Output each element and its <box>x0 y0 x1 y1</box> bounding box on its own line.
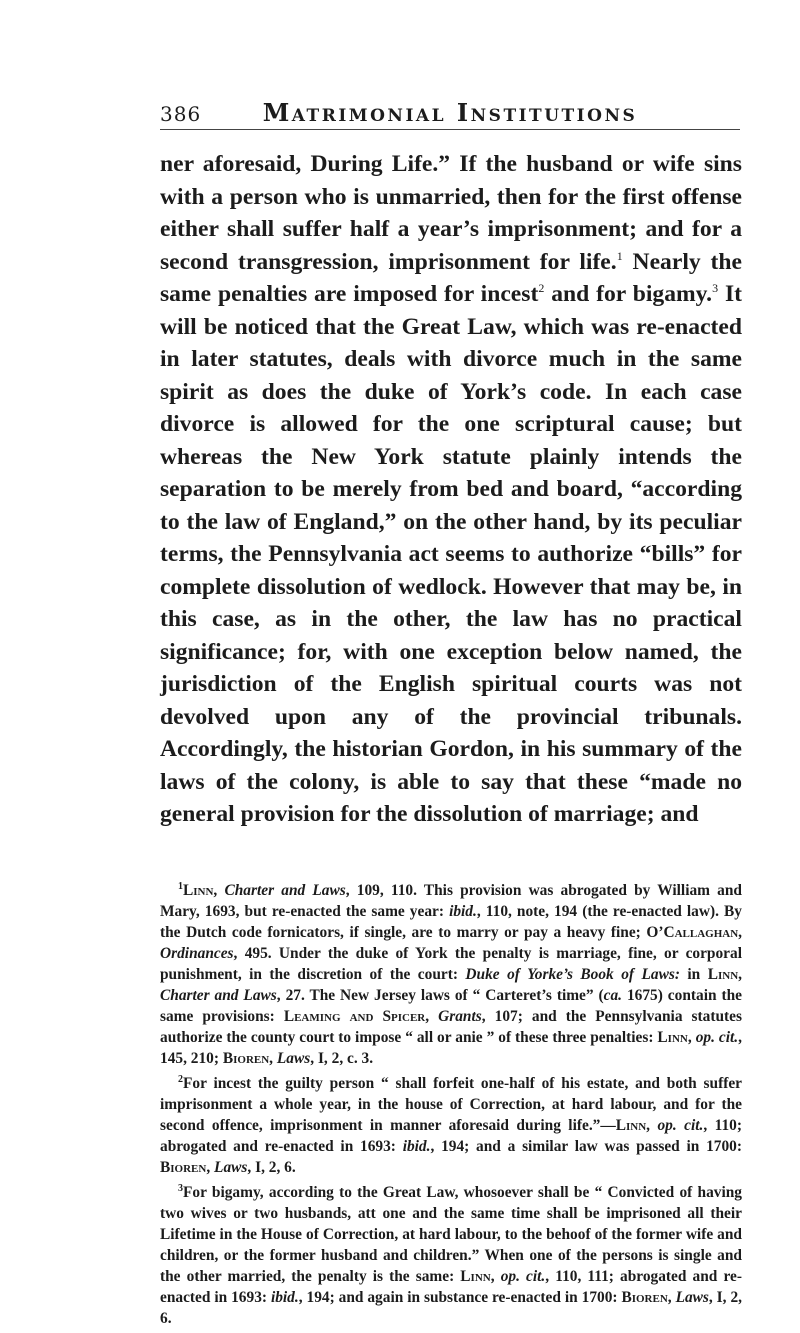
footnote-number: 1 <box>178 880 183 892</box>
title-italic: Laws <box>276 1050 311 1067</box>
footnote-ref-1: 1 <box>616 248 623 263</box>
body-text-segment: ner aforesaid, During Life.” If the husband or wife sins with a person who is unmarried, then for the first offense either shall suffer half a year’s imprisonment; and for a second transgression, imprisonment for life. <box>160 151 742 275</box>
author-name: Bioren, <box>222 1050 274 1067</box>
footnote-text: , 145, 210; <box>160 1029 742 1067</box>
footnote-text: , 27. The New Jersey laws of “ Carteret’s time” ( <box>276 987 604 1004</box>
footnote-text: For bigamy, according to the Great Law, whosoever shall be “ Convicted of having two wives or two husbands, att one and the same time shall be imprisoned all their Lifetime in the House of Correction, at hard labour, to the behoof of the former wife and children, or the former husband and children.” When one of the persons is single and the other married, the penalty is the same: <box>160 1184 742 1285</box>
title-italic: op. cit. <box>500 1268 546 1285</box>
body-paragraph <box>160 148 742 831</box>
footnote-number: 3 <box>178 1182 183 1194</box>
footnote-2 <box>160 1073 742 1178</box>
page-number: 386 <box>160 102 202 126</box>
footnote-text: , 194; and again in substance re-enacted in 1700: <box>298 1289 622 1306</box>
footnote-1 <box>160 880 742 1069</box>
title-italic: Charter and Laws <box>224 882 346 899</box>
title-italic: Laws <box>214 1159 248 1176</box>
footnote-text: , I, 2, 6. <box>160 1289 742 1327</box>
footnote-3 <box>160 1182 742 1329</box>
title-italic: op. cit. <box>695 1029 739 1046</box>
running-head: Matrimonial Institutions <box>262 98 638 127</box>
footnotes <box>160 880 742 1333</box>
title-italic: ibid. <box>449 903 477 920</box>
title-italic: Laws <box>675 1289 709 1306</box>
footnote-text: , I, 2, c. 3. <box>310 1050 374 1067</box>
footnote-text: , I, 2, 6. <box>247 1159 296 1176</box>
author-name: Bioren, <box>160 1159 211 1176</box>
title-italic: op. cit. <box>657 1117 704 1134</box>
footnote-text: , 194; and a similar law was passed in 1700: <box>430 1138 742 1155</box>
footnote-text: For incest the guilty person “ shall forfeit one-half of his estate, and both suffer imprisonment a whole year, in the house of Correction, at hard labour, and for the second offence, imprisonment in manner aforesaid during life.”— <box>160 1075 742 1134</box>
body-text-segment: It will be noticed that the Great Law, which was re-enacted in later statutes, deals with divorce much in the same spirit as does the duke of York’s code. In each case divorce is allowed for the one scriptural cause; but whereas the New York statute plainly intends the separation to be merely from bed and board, “according to the law of England,” on the other hand, by its peculiar terms, the Pennsylvania act seems to authorize “bills” for complete dissolution of wedlock. However that may be, in this case, as in the other, the law has no practical significance; for, with one exception below named, the jurisdiction of the English spiritual courts was not devolved upon any of the provincial tribunals. Accordingly, the historian Gordon, in his summary of the laws of the colony, is able to say that these “made no general provision for the dissolution of marriage; and <box>160 281 742 827</box>
author-name: Linn, <box>183 882 218 899</box>
author-name: Linn, <box>707 966 742 983</box>
title-italic: ca. <box>603 987 623 1004</box>
footnote-text: , 110; abrogated and re-enacted in 1693: <box>160 1117 742 1155</box>
footnote-text: , 107; and the Pennsylvania statutes authorize the county court to impose “ all or anie ” of these three penalties: <box>160 1008 742 1046</box>
footnote-text: 1675) contain the same provisions: <box>160 987 742 1025</box>
author-name: Linn, <box>615 1117 651 1134</box>
footnote-number: 2 <box>178 1073 183 1085</box>
footnote-ref-2: 2 <box>538 281 545 296</box>
header-rule <box>160 129 740 130</box>
author-name: Linn, <box>460 1268 495 1285</box>
footnote-text: , 109, 110. This provision was abrogated by William and Mary, 1693, but re-enacted the same year: <box>160 882 742 920</box>
title-italic: ibid. <box>270 1289 299 1306</box>
author-name: O’Callaghan, <box>646 924 742 941</box>
footnote-text: , 110, 111; abrogated and re-enacted in 1693: <box>160 1268 742 1306</box>
title-italic: Duke of Yorke’s Book of Laws: <box>465 966 680 983</box>
footnote-ref-3: 3 <box>712 281 719 296</box>
title-italic: Grants <box>438 1008 482 1025</box>
page-header <box>160 96 740 136</box>
footnote-text: , 495. Under the duke of York the penalty is marriage, fine, or corporal punishment, in the discretion of the court: <box>160 945 742 983</box>
title-italic: Charter and Laws <box>160 987 277 1004</box>
footnote-text: , 110, note, 194 (the re-enacted law). By the Dutch code fornicators, if single, are to marry or pay a heavy fine; <box>160 903 742 941</box>
body-text-segment: and for bigamy. <box>544 281 713 307</box>
footnote-text: in <box>679 966 708 983</box>
title-italic: ibid. <box>402 1138 431 1155</box>
title-italic: Ordinances <box>160 945 234 962</box>
author-name: Leaming and Spicer, <box>283 1008 430 1025</box>
author-name: Bioren, <box>621 1289 672 1306</box>
body-text-segment: Nearly the same penalties are imposed for incest <box>160 248 742 307</box>
body-text <box>160 148 742 831</box>
author-name: Linn, <box>657 1029 692 1046</box>
